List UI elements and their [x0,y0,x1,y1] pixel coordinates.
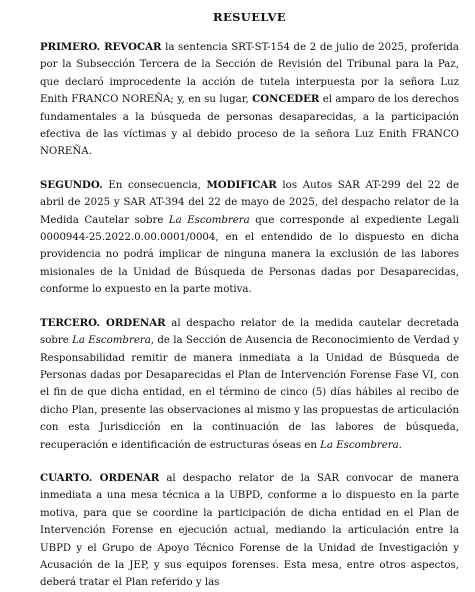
segundo-text-2: los Autos SAR AT-299 del 22 de abril de 2025 y SAR AT-394 del 22 de mayo de 2025, del despacho relator de la Medida Cautelar sobre [40,179,459,226]
primero-text-1: la sentencia SRT-ST-154 de 2 de julio de 2025, proferida por la Subsección Tercera de la Sección de Revisión del Tribunal para la Paz, que declaró improcedente la acción de tutela interpuesta por la señora Luz Enith FRANCO NOREÑA; y, en su lugar, [40,42,459,106]
paragraph-tercero [40,315,459,454]
tercero-italic-1: La Escombrera [72,335,151,347]
primero-bold-1: CONCEDER [252,93,320,106]
tercero-text-1: al despacho relator de la medida cautelar decretada sobre [40,317,459,347]
paragraph-segundo [40,177,459,299]
segundo-bold-1: MODIFICAR [206,178,277,191]
segundo-text-3: que corresponde al expediente Legali 0000944-25.2022.0.00.0001/0004, en el entendido de lo dispuesto en dicha providencia no podrá implicar de ninguna manera la exclusión de las labores misionales de la Unidad de Búsqueda de Personas dadas por Desaparecidas, conforme lo expuesto en la parte motiva. [40,214,460,296]
paragraph-primero [40,39,459,161]
segundo-lead: SEGUNDO. [40,178,103,191]
cuarto-text-1: al despacho relator de la SAR convocar de manera inmediata a una mesa técnica a la UBPD, conforme a lo dispuesto en la parte motiva, para que se coordine la participación de dicha entidad en el Plan de Intervención Forense en ejecución actual, mediando la articulación entre la UBPD y el Grupo de Apoyo Técnico Forense de la Unidad de Investigación y Acusación de la JEP, y sus equipos forenses. Esta mesa, entre otros aspectos, deberá tratar el Plan referido y las [40,472,459,589]
tercero-text-3: . [398,439,402,451]
page-title: RESUELVE [212,10,287,24]
tercero-lead: TERCERO. ORDENAR [40,316,166,329]
tercero-italic-2: La Escombrera [320,439,399,451]
segundo-text-1: En consecuencia, [102,179,207,191]
cuarto-lead: CUARTO. ORDENAR [40,471,160,484]
segundo-italic-1: La Escombrera [168,214,250,226]
paragraph-cuarto [40,470,459,592]
tercero-text-2: , de la Sección de Ausencia de Reconocimiento de Verdad y Responsabilidad remitir de manera inmediata a la Unidad de Búsqueda de Personas dadas por Desaparecidas el Plan de Intervención Forense Fase VI, con el fin de que dicha entidad, en el término de cinco (5) días hábiles al recibo de dicho Plan, presente las observaciones al mismo y las propuestas de articulación con esta Jurisdicción en la continuación de las labores de búsqueda, recuperación e identificación de estructuras óseas en [40,335,459,451]
primero-text-2: el amparo de los derechos fundamentales a la búsqueda de personas desaparecidas, a la participación efectiva de las víctimas y al debido proceso de la señora Luz Enith FRANCO NOREÑA. [40,94,459,158]
primero-lead: PRIMERO. REVOCAR [40,41,162,53]
